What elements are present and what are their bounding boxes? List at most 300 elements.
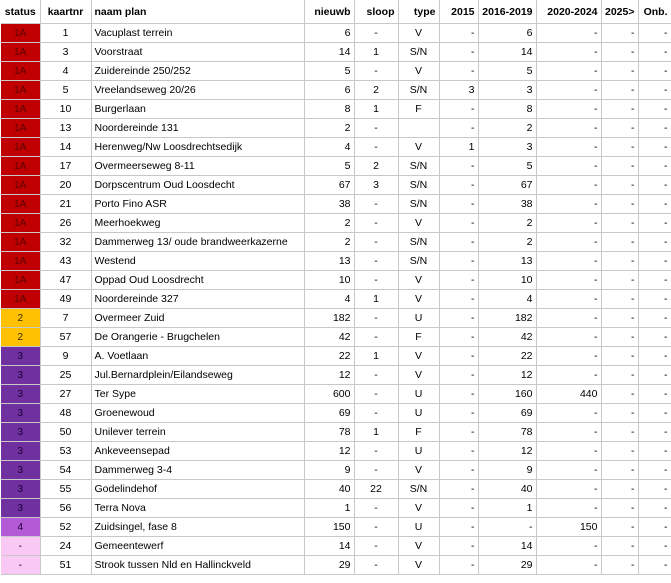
plan-name-cell: Dammerweg 3-4 [91,461,304,480]
sloop-cell: - [354,404,398,423]
sloop-cell: 2 [354,81,398,100]
plan-name-cell: Jul.Bernardplein/Eilandseweg [91,366,304,385]
kaartnr-cell: 49 [40,290,91,309]
table-row [1,309,671,328]
year-2025-cell: - [601,328,638,347]
year-2020-2024-cell: - [536,100,601,119]
year-2020-2024-cell: - [536,442,601,461]
kaartnr-cell: 13 [40,119,91,138]
plan-name-cell: Noordereinde 327 [91,290,304,309]
status-cell: 1A [1,100,40,119]
table-row [1,518,671,537]
year-2015-cell: - [439,537,478,556]
status-cell: 2 [1,328,40,347]
onb-cell: - [638,309,671,328]
year-2015-cell: - [439,271,478,290]
status-cell: 1A [1,214,40,233]
plan-name-cell: Zuidsingel, fase 8 [91,518,304,537]
plan-name-cell: Zuidereinde 250/252 [91,62,304,81]
year-2020-2024-cell: - [536,43,601,62]
type-cell: V [398,290,439,309]
year-2015-cell: - [439,119,478,138]
table-row [1,43,671,62]
year-2015-cell: - [439,461,478,480]
kaartnr-cell: 26 [40,214,91,233]
onb-cell: - [638,518,671,537]
sloop-cell: - [354,366,398,385]
year-2015-cell: - [439,233,478,252]
type-cell: F [398,328,439,347]
type-cell: V [398,366,439,385]
sloop-cell: - [354,62,398,81]
plan-name-cell: Porto Fino ASR [91,195,304,214]
kaartnr-cell: 32 [40,233,91,252]
table-row [1,385,671,404]
onb-cell: - [638,404,671,423]
kaartnr-cell: 53 [40,442,91,461]
table-row [1,100,671,119]
table-row [1,290,671,309]
year-2025-cell: - [601,556,638,575]
kaartnr-cell: 14 [40,138,91,157]
plan-name-cell: Overmeerseweg 8-11 [91,157,304,176]
status-cell: 1A [1,176,40,195]
onb-cell: - [638,81,671,100]
year-2020-2024-cell: - [536,328,601,347]
plan-name-cell: Terra Nova [91,499,304,518]
plan-name-cell: Gemeentewerf [91,537,304,556]
sloop-cell: - [354,442,398,461]
header-2020-2024: 2020-2024 [536,0,601,24]
plan-name-cell: Dorpscentrum Oud Loosdecht [91,176,304,195]
sloop-cell: - [354,537,398,556]
type-cell: U [398,385,439,404]
onb-cell: - [638,195,671,214]
onb-cell: - [638,347,671,366]
table-row [1,81,671,100]
type-cell: V [398,556,439,575]
year-2020-2024-cell: - [536,480,601,499]
onb-cell: - [638,252,671,271]
status-cell: - [1,537,40,556]
year-2015-cell: 3 [439,81,478,100]
header-sloop: sloop [354,0,398,24]
year-2020-2024-cell: - [536,233,601,252]
year-2016-2019-cell: 2 [478,119,536,138]
plan-name-cell: Herenweg/Nw Loosdrechtsedijk [91,138,304,157]
table-row [1,233,671,252]
type-cell: V [398,24,439,43]
nieuwb-cell: 182 [304,309,354,328]
type-cell: U [398,309,439,328]
plan-name-cell: Dammerweg 13/ oude brandweerkazerne [91,233,304,252]
type-cell: V [398,214,439,233]
header-kaartnr: kaartnr [40,0,91,24]
header-2015: 2015 [439,0,478,24]
year-2015-cell: - [439,157,478,176]
sloop-cell: 1 [354,423,398,442]
table-row [1,366,671,385]
sloop-cell: - [354,499,398,518]
status-cell: - [1,556,40,575]
nieuwb-cell: 6 [304,24,354,43]
kaartnr-cell: 56 [40,499,91,518]
onb-cell: - [638,423,671,442]
year-2025-cell: - [601,290,638,309]
nieuwb-cell: 13 [304,252,354,271]
year-2020-2024-cell: 150 [536,518,601,537]
year-2016-2019-cell: 12 [478,366,536,385]
kaartnr-cell: 3 [40,43,91,62]
plan-name-cell: Vacuplast terrein [91,24,304,43]
sloop-cell: - [354,119,398,138]
year-2020-2024-cell: - [536,62,601,81]
type-cell: V [398,138,439,157]
onb-cell: - [638,138,671,157]
kaartnr-cell: 24 [40,537,91,556]
year-2020-2024-cell: - [536,347,601,366]
year-2020-2024-cell: - [536,556,601,575]
nieuwb-cell: 2 [304,214,354,233]
nieuwb-cell: 1 [304,499,354,518]
nieuwb-cell: 5 [304,62,354,81]
onb-cell: - [638,157,671,176]
status-cell: 2 [1,309,40,328]
year-2025-cell: - [601,119,638,138]
year-2020-2024-cell: - [536,195,601,214]
year-2016-2019-cell: 78 [478,423,536,442]
nieuwb-cell: 78 [304,423,354,442]
type-cell: V [398,499,439,518]
status-cell: 1A [1,138,40,157]
onb-cell: - [638,62,671,81]
year-2020-2024-cell: - [536,404,601,423]
year-2016-2019-cell: 2 [478,233,536,252]
year-2025-cell: - [601,271,638,290]
year-2016-2019-cell: 29 [478,556,536,575]
type-cell: U [398,518,439,537]
onb-cell: - [638,43,671,62]
type-cell: S/N [398,480,439,499]
year-2015-cell: - [439,499,478,518]
year-2015-cell: - [439,442,478,461]
year-2016-2019-cell: 4 [478,290,536,309]
housing-plans-table [1,0,671,575]
nieuwb-cell: 4 [304,290,354,309]
plan-name-cell: Ankeveensepad [91,442,304,461]
type-cell: V [398,461,439,480]
status-cell: 3 [1,480,40,499]
sloop-cell: - [354,214,398,233]
plan-name-cell: Meerhoekweg [91,214,304,233]
nieuwb-cell: 14 [304,537,354,556]
onb-cell: - [638,176,671,195]
onb-cell: - [638,100,671,119]
nieuwb-cell: 2 [304,233,354,252]
sloop-cell: 1 [354,100,398,119]
year-2020-2024-cell: - [536,499,601,518]
plan-name-cell: De Orangerie - Brugchelen [91,328,304,347]
table-row [1,138,671,157]
year-2016-2019-cell: 3 [478,81,536,100]
onb-cell: - [638,214,671,233]
kaartnr-cell: 51 [40,556,91,575]
nieuwb-cell: 600 [304,385,354,404]
year-2016-2019-cell: 5 [478,62,536,81]
year-2016-2019-cell: 8 [478,100,536,119]
year-2020-2024-cell: - [536,290,601,309]
plan-name-cell: Noordereinde 131 [91,119,304,138]
header-2016-2019: 2016-2019 [478,0,536,24]
year-2025-cell: - [601,214,638,233]
table-row [1,271,671,290]
type-cell: S/N [398,43,439,62]
plan-name-cell: Strook tussen Nld en Hallinckveld [91,556,304,575]
year-2025-cell: - [601,366,638,385]
year-2016-2019-cell: 182 [478,309,536,328]
table-row [1,195,671,214]
nieuwb-cell: 9 [304,461,354,480]
kaartnr-cell: 7 [40,309,91,328]
status-cell: 3 [1,385,40,404]
table-row [1,62,671,81]
year-2016-2019-cell: 1 [478,499,536,518]
status-cell: 1A [1,271,40,290]
onb-cell: - [638,328,671,347]
year-2020-2024-cell: - [536,24,601,43]
year-2025-cell: - [601,385,638,404]
year-2015-cell: - [439,518,478,537]
kaartnr-cell: 48 [40,404,91,423]
onb-cell: - [638,233,671,252]
year-2020-2024-cell: - [536,366,601,385]
sloop-cell: - [354,233,398,252]
type-cell: U [398,442,439,461]
type-cell: V [398,271,439,290]
year-2015-cell: - [439,309,478,328]
year-2015-cell: - [439,290,478,309]
year-2020-2024-cell: 440 [536,385,601,404]
sloop-cell: - [354,385,398,404]
year-2016-2019-cell: 2 [478,214,536,233]
type-cell: S/N [398,233,439,252]
sloop-cell: 1 [354,290,398,309]
sloop-cell: 22 [354,480,398,499]
table-row [1,214,671,233]
status-cell: 3 [1,366,40,385]
sloop-cell: 1 [354,43,398,62]
sloop-cell: 2 [354,157,398,176]
year-2020-2024-cell: - [536,461,601,480]
plan-name-cell: Westend [91,252,304,271]
type-cell: S/N [398,81,439,100]
header-naam-plan: naam plan [91,0,304,24]
year-2016-2019-cell: 10 [478,271,536,290]
kaartnr-cell: 1 [40,24,91,43]
year-2020-2024-cell: - [536,157,601,176]
year-2016-2019-cell: 12 [478,442,536,461]
table-body [1,24,671,575]
sloop-cell: - [354,556,398,575]
year-2020-2024-cell: - [536,119,601,138]
year-2025-cell: - [601,480,638,499]
table-row [1,176,671,195]
onb-cell: - [638,290,671,309]
type-cell: U [398,404,439,423]
year-2025-cell: - [601,62,638,81]
onb-cell: - [638,385,671,404]
kaartnr-cell: 21 [40,195,91,214]
year-2025-cell: - [601,157,638,176]
year-2015-cell: - [439,404,478,423]
nieuwb-cell: 10 [304,271,354,290]
sloop-cell: 1 [354,347,398,366]
year-2020-2024-cell: - [536,81,601,100]
nieuwb-cell: 12 [304,366,354,385]
table-row [1,119,671,138]
sloop-cell: - [354,24,398,43]
header-type: type [398,0,439,24]
nieuwb-cell: 38 [304,195,354,214]
year-2025-cell: - [601,423,638,442]
nieuwb-cell: 2 [304,119,354,138]
year-2015-cell: - [439,100,478,119]
year-2016-2019-cell: 9 [478,461,536,480]
kaartnr-cell: 27 [40,385,91,404]
table-row [1,24,671,43]
kaartnr-cell: 57 [40,328,91,347]
year-2015-cell: - [439,385,478,404]
type-cell: S/N [398,157,439,176]
onb-cell: - [638,461,671,480]
type-cell: V [398,62,439,81]
onb-cell: - [638,480,671,499]
sloop-cell: - [354,252,398,271]
status-cell: 1A [1,43,40,62]
plan-name-cell: Voorstraat [91,43,304,62]
year-2015-cell: - [439,347,478,366]
kaartnr-cell: 55 [40,480,91,499]
onb-cell: - [638,537,671,556]
plan-name-cell: Unilever terrein [91,423,304,442]
nieuwb-cell: 12 [304,442,354,461]
nieuwb-cell: 29 [304,556,354,575]
year-2025-cell: - [601,518,638,537]
nieuwb-cell: 150 [304,518,354,537]
plan-name-cell: Groenewoud [91,404,304,423]
table-row [1,461,671,480]
sloop-cell: - [354,461,398,480]
year-2015-cell: - [439,176,478,195]
year-2015-cell: 1 [439,138,478,157]
header-2025: 2025> [601,0,638,24]
sloop-cell: - [354,271,398,290]
kaartnr-cell: 20 [40,176,91,195]
kaartnr-cell: 9 [40,347,91,366]
year-2025-cell: - [601,442,638,461]
sloop-cell: - [354,138,398,157]
onb-cell: - [638,24,671,43]
status-cell: 1A [1,195,40,214]
year-2016-2019-cell: 14 [478,537,536,556]
year-2016-2019-cell: 67 [478,176,536,195]
table-row [1,328,671,347]
year-2015-cell: - [439,366,478,385]
year-2020-2024-cell: - [536,176,601,195]
status-cell: 1A [1,62,40,81]
type-cell: S/N [398,176,439,195]
year-2025-cell: - [601,81,638,100]
status-cell: 1A [1,252,40,271]
table-header-row [1,0,671,24]
type-cell: S/N [398,195,439,214]
year-2015-cell: - [439,24,478,43]
year-2025-cell: - [601,43,638,62]
sloop-cell: - [354,309,398,328]
nieuwb-cell: 6 [304,81,354,100]
year-2015-cell: - [439,62,478,81]
table-row [1,423,671,442]
sloop-cell: - [354,328,398,347]
table-row [1,480,671,499]
type-cell [398,119,439,138]
year-2020-2024-cell: - [536,309,601,328]
year-2016-2019-cell: 40 [478,480,536,499]
status-cell: 3 [1,461,40,480]
onb-cell: - [638,442,671,461]
year-2015-cell: - [439,423,478,442]
nieuwb-cell: 69 [304,404,354,423]
header-status: status [1,0,40,24]
year-2020-2024-cell: - [536,423,601,442]
status-cell: 3 [1,499,40,518]
plan-name-cell: A. Voetlaan [91,347,304,366]
table-row [1,347,671,366]
type-cell: S/N [398,252,439,271]
onb-cell: - [638,499,671,518]
status-cell: 3 [1,442,40,461]
year-2016-2019-cell: 13 [478,252,536,271]
status-cell: 1A [1,81,40,100]
sloop-cell: 3 [354,176,398,195]
onb-cell: - [638,119,671,138]
year-2016-2019-cell: 38 [478,195,536,214]
table-row [1,157,671,176]
onb-cell: - [638,271,671,290]
status-cell: 1A [1,24,40,43]
nieuwb-cell: 67 [304,176,354,195]
nieuwb-cell: 42 [304,328,354,347]
year-2016-2019-cell: 3 [478,138,536,157]
year-2015-cell: - [439,556,478,575]
table-row [1,499,671,518]
year-2025-cell: - [601,461,638,480]
nieuwb-cell: 14 [304,43,354,62]
plan-name-cell: Godelindehof [91,480,304,499]
kaartnr-cell: 50 [40,423,91,442]
type-cell: V [398,537,439,556]
status-cell: 3 [1,347,40,366]
header-onb: Onb. [638,0,671,24]
year-2015-cell: - [439,214,478,233]
kaartnr-cell: 25 [40,366,91,385]
year-2015-cell: - [439,195,478,214]
year-2015-cell: - [439,480,478,499]
year-2015-cell: - [439,328,478,347]
year-2025-cell: - [601,24,638,43]
plan-name-cell: Burgerlaan [91,100,304,119]
year-2016-2019-cell: 6 [478,24,536,43]
